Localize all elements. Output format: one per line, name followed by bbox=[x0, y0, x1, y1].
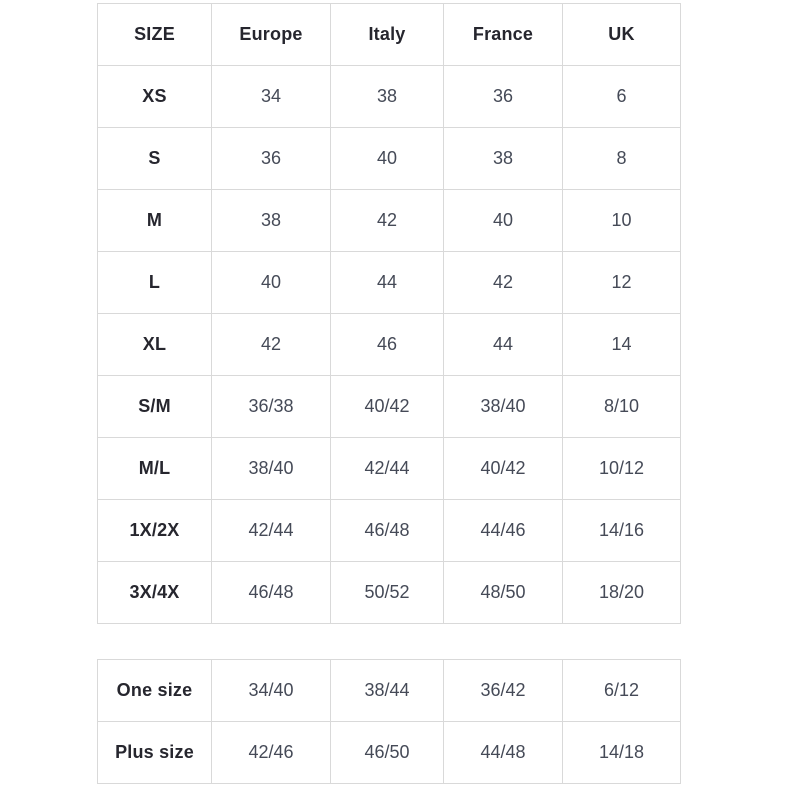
table-row bbox=[98, 66, 681, 128]
uk-value: 14 bbox=[563, 314, 681, 376]
header-italy: Italy bbox=[331, 4, 444, 66]
italy-value: 40/42 bbox=[331, 376, 444, 438]
europe-value: 42/44 bbox=[212, 500, 331, 562]
uk-value: 10 bbox=[563, 190, 681, 252]
italy-value: 38 bbox=[331, 66, 444, 128]
italy-value: 42 bbox=[331, 190, 444, 252]
size-label: L bbox=[98, 252, 212, 314]
europe-value: 42 bbox=[212, 314, 331, 376]
table-row bbox=[98, 128, 681, 190]
france-value: 38/40 bbox=[444, 376, 563, 438]
size-chart-section bbox=[97, 3, 680, 784]
header-france: France bbox=[444, 4, 563, 66]
europe-value: 34/40 bbox=[212, 660, 331, 722]
europe-value: 36/38 bbox=[212, 376, 331, 438]
size-label: 1X/2X bbox=[98, 500, 212, 562]
header-uk: UK bbox=[563, 4, 681, 66]
italy-value: 38/44 bbox=[331, 660, 444, 722]
table-row bbox=[98, 660, 681, 722]
france-value: 48/50 bbox=[444, 562, 563, 624]
france-value: 44/48 bbox=[444, 722, 563, 784]
uk-value: 6 bbox=[563, 66, 681, 128]
table-header-row bbox=[98, 4, 681, 66]
france-value: 40/42 bbox=[444, 438, 563, 500]
size-label: S/M bbox=[98, 376, 212, 438]
europe-value: 34 bbox=[212, 66, 331, 128]
one-size-table bbox=[97, 659, 681, 784]
europe-value: 36 bbox=[212, 128, 331, 190]
france-value: 38 bbox=[444, 128, 563, 190]
size-label: 3X/4X bbox=[98, 562, 212, 624]
table-row bbox=[98, 722, 681, 784]
italy-value: 42/44 bbox=[331, 438, 444, 500]
uk-value: 14/16 bbox=[563, 500, 681, 562]
italy-value: 40 bbox=[331, 128, 444, 190]
uk-value: 18/20 bbox=[563, 562, 681, 624]
italy-value: 44 bbox=[331, 252, 444, 314]
uk-value: 10/12 bbox=[563, 438, 681, 500]
italy-value: 46/48 bbox=[331, 500, 444, 562]
france-value: 44 bbox=[444, 314, 563, 376]
europe-value: 38 bbox=[212, 190, 331, 252]
size-label: M bbox=[98, 190, 212, 252]
italy-value: 46 bbox=[331, 314, 444, 376]
france-value: 36 bbox=[444, 66, 563, 128]
size-label: S bbox=[98, 128, 212, 190]
france-value: 44/46 bbox=[444, 500, 563, 562]
europe-value: 46/48 bbox=[212, 562, 331, 624]
uk-value: 8 bbox=[563, 128, 681, 190]
size-label: Plus size bbox=[98, 722, 212, 784]
france-value: 40 bbox=[444, 190, 563, 252]
europe-value: 42/46 bbox=[212, 722, 331, 784]
size-label: XL bbox=[98, 314, 212, 376]
table-row bbox=[98, 500, 681, 562]
europe-value: 38/40 bbox=[212, 438, 331, 500]
france-value: 36/42 bbox=[444, 660, 563, 722]
size-label: One size bbox=[98, 660, 212, 722]
header-europe: Europe bbox=[212, 4, 331, 66]
table-row bbox=[98, 190, 681, 252]
table-row bbox=[98, 438, 681, 500]
italy-value: 50/52 bbox=[331, 562, 444, 624]
europe-value: 40 bbox=[212, 252, 331, 314]
uk-value: 6/12 bbox=[563, 660, 681, 722]
size-label: M/L bbox=[98, 438, 212, 500]
size-conversion-table bbox=[97, 3, 681, 624]
size-label: XS bbox=[98, 66, 212, 128]
table-row bbox=[98, 252, 681, 314]
uk-value: 8/10 bbox=[563, 376, 681, 438]
header-size: SIZE bbox=[98, 4, 212, 66]
uk-value: 14/18 bbox=[563, 722, 681, 784]
italy-value: 46/50 bbox=[331, 722, 444, 784]
france-value: 42 bbox=[444, 252, 563, 314]
uk-value: 12 bbox=[563, 252, 681, 314]
table-row bbox=[98, 562, 681, 624]
table-row bbox=[98, 376, 681, 438]
table-row bbox=[98, 314, 681, 376]
